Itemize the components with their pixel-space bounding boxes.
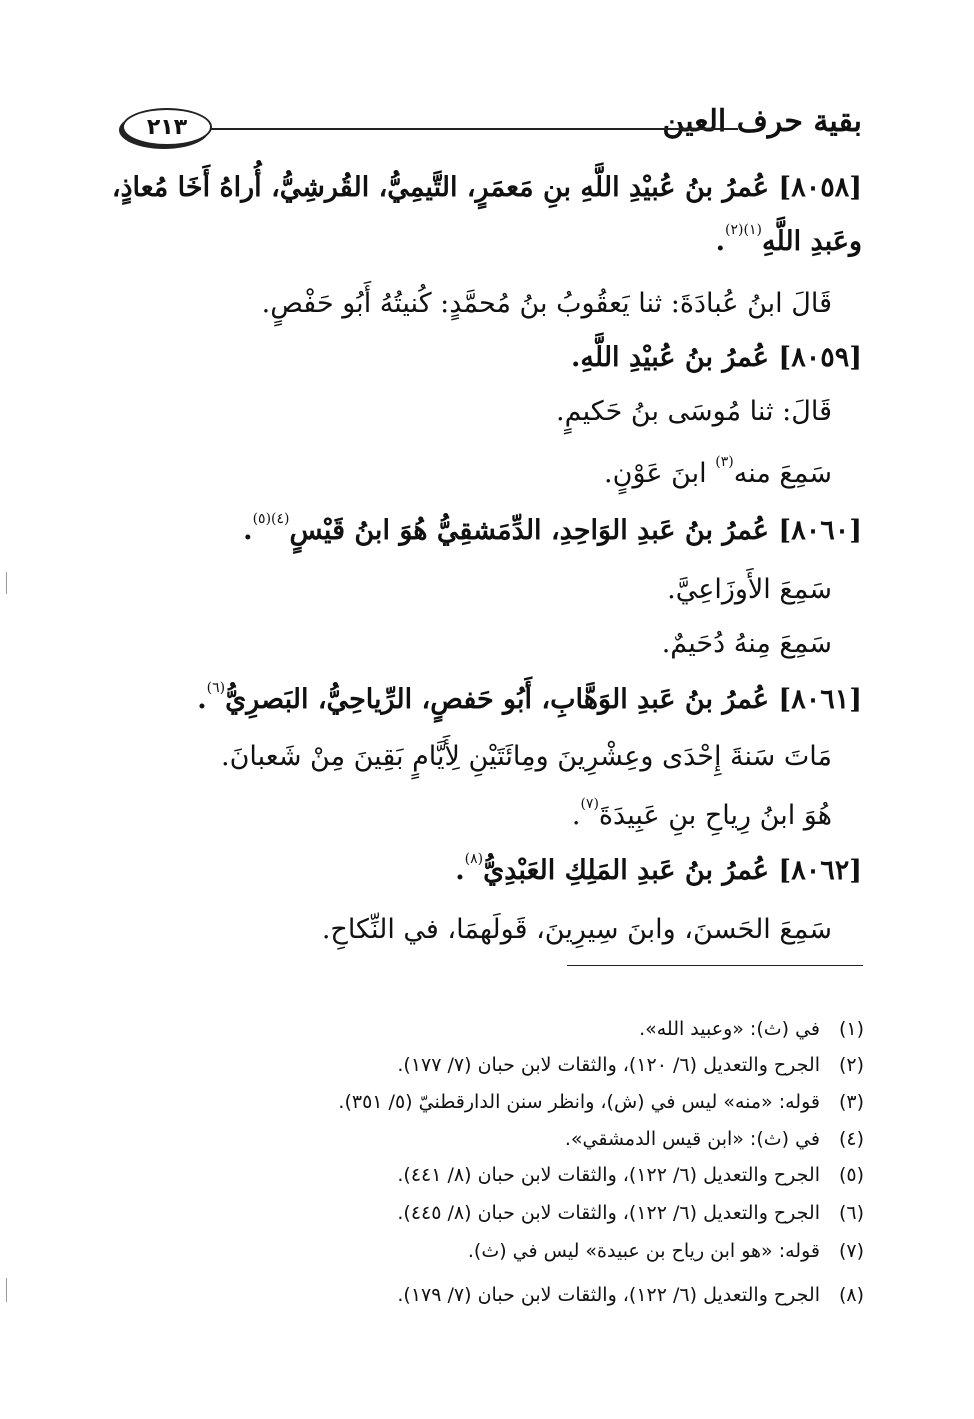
footnote-number: (٤) xyxy=(838,1128,864,1150)
entry-8059-heading: [٨٠٥٩] عُمرُ بنُ عُبيْدِ اللَّهِ. xyxy=(571,342,862,373)
entry-8060-heading-text: [٨٠٦٠] عُمرُ بنُ عَبدِ الوَاحِدِ، الدِّمَشقِيُّ هُوَ ابنُ قَيْسٍ xyxy=(289,515,862,546)
kunya-line: قَالَ ابنُ عُبادَةَ: ثنا يَعقُوبُ بنُ مُحمَّدٍ: كُنيتُهُ أَبُو حَفْصٍ. xyxy=(261,288,832,319)
footnote-3 xyxy=(338,1091,864,1113)
entry-8061-heading-end: . xyxy=(197,684,207,715)
footnote-text: قوله: «منه» ليس في (ش)، وانظر سنن الدارقطنيّ (٥/ ٣٥١). xyxy=(338,1091,820,1113)
footnote-2 xyxy=(397,1054,864,1076)
entry-8058-line-2 xyxy=(715,222,862,257)
entry-8060-heard-from: سَمِعَ مِنهُ دُحَيمٌ. xyxy=(661,628,832,659)
entry-8058-line-1: [٨٠٥٨] عُمرُ بنُ عُبيْدِ اللَّهِ بنِ مَعمَرٍ، التَّيمِيُّ، القُرشِيُّ، أُراهُ أَخَا مُعاذٍ، xyxy=(111,172,862,203)
footnote-6 xyxy=(397,1202,864,1224)
header-rule xyxy=(208,128,738,130)
footnote-number: (٣) xyxy=(838,1091,864,1113)
footnote-7 xyxy=(468,1240,864,1262)
scan-margin-mark xyxy=(6,572,7,594)
entry-8062-heard: سَمِعَ الحَسنَ، وابنَ سِيرِينَ، قَولَهمَا، في النِّكاحِ. xyxy=(321,914,832,945)
footnote-ref: (٦) xyxy=(206,680,226,696)
entry-8060-heading xyxy=(243,511,862,546)
page-number-badge: ٢١٣ xyxy=(122,108,212,146)
footnote-text: الجرح والتعديل (٦/ ١٢٢)، والثقات لابن حبان (٧/ ١٧٩). xyxy=(397,1284,820,1306)
footnote-ref: (٤)(٥) xyxy=(252,511,290,527)
entry-8058-line-2-end: . xyxy=(715,226,726,257)
footnote-ref: (٨) xyxy=(464,851,484,867)
entry-8062-heading-end: . xyxy=(455,855,465,886)
entry-8061-death: مَاتَ سَنةَ إِحْدَى وعِشْرِينَ ومِائَتَيْنِ لِأَيَّامٍ بَقِينَ مِنْ شَعبانَ. xyxy=(221,741,832,772)
footnote-text: قوله: «هو ابن رياح بن عبيدة» ليس في (ث). xyxy=(467,1240,820,1262)
entry-8058-line-2-text: وعَبدِ اللَّهِ xyxy=(761,226,862,257)
footnote-8 xyxy=(397,1284,864,1306)
footnote-text: الجرح والتعديل (٦/ ١٢٢)، والثقات لابن حبان (٨/ ٤٤٥). xyxy=(397,1202,820,1224)
footnote-ref: (٧) xyxy=(580,796,599,812)
entry-8059-heard-a: سَمِعَ منه xyxy=(733,458,832,489)
entry-8059-heard-b: ابنَ عَوْنٍ. xyxy=(604,458,716,489)
entry-8061-lineage-end: . xyxy=(571,800,581,831)
entry-8061-heading-text: [٨٠٦١] عُمرُ بنُ عَبدِ الوَهَّابِ، أَبُو حَفصٍ، الرِّياحِيُّ، البَصرِيُّ xyxy=(225,684,862,715)
footnote-separator xyxy=(567,965,863,966)
footnote-text: الجرح والتعديل (٦/ ١٢٠)، والثقات لابن حبان (٧/ ١٧٧). xyxy=(397,1054,820,1076)
footnote-number: (٨) xyxy=(838,1284,864,1306)
footnote-number: (٦) xyxy=(838,1202,864,1224)
footnote-number: (٥) xyxy=(838,1164,864,1186)
footnote-number: (٢) xyxy=(838,1054,864,1076)
entry-8059-narrator: قَالَ: ثنا مُوسَى بنُ حَكيمٍ. xyxy=(556,396,832,427)
footnote-number: (٧) xyxy=(838,1240,864,1262)
footnote-4 xyxy=(565,1128,864,1150)
entry-8062-heading-text: [٨٠٦٢] عُمرُ بنُ عَبدِ المَلِكِ العَبْدِيُّ xyxy=(483,855,862,886)
footnote-number: (١) xyxy=(838,1018,864,1040)
scan-margin-mark xyxy=(6,1278,7,1302)
entry-8061-lineage-text: هُوَ ابنُ رِياحِ بنِ عَبِيدَةَ xyxy=(598,800,832,831)
entry-8060-heard: سَمِعَ الأَوزَاعِيَّ. xyxy=(667,574,832,605)
footnote-ref: (١)(٢) xyxy=(725,222,762,238)
running-title: بقية حرف العين xyxy=(662,104,862,139)
footnote-ref: (٣) xyxy=(715,454,734,470)
footnote-1 xyxy=(639,1018,864,1040)
entry-8061-lineage xyxy=(571,796,832,831)
footnote-text: الجرح والتعديل (٦/ ١٢٢)، والثقات لابن حبان (٨/ ٤٤١). xyxy=(397,1164,820,1186)
entry-8062-heading xyxy=(455,851,862,886)
entry-8060-heading-end: . xyxy=(243,515,253,546)
footnote-text: في (ث): «وعبيد الله». xyxy=(639,1018,820,1040)
entry-8059-heard xyxy=(604,454,832,489)
footnote-text: في (ث): «ابن قيس الدمشقي». xyxy=(564,1128,820,1150)
entry-8061-heading xyxy=(197,680,862,715)
footnote-5 xyxy=(397,1164,864,1186)
